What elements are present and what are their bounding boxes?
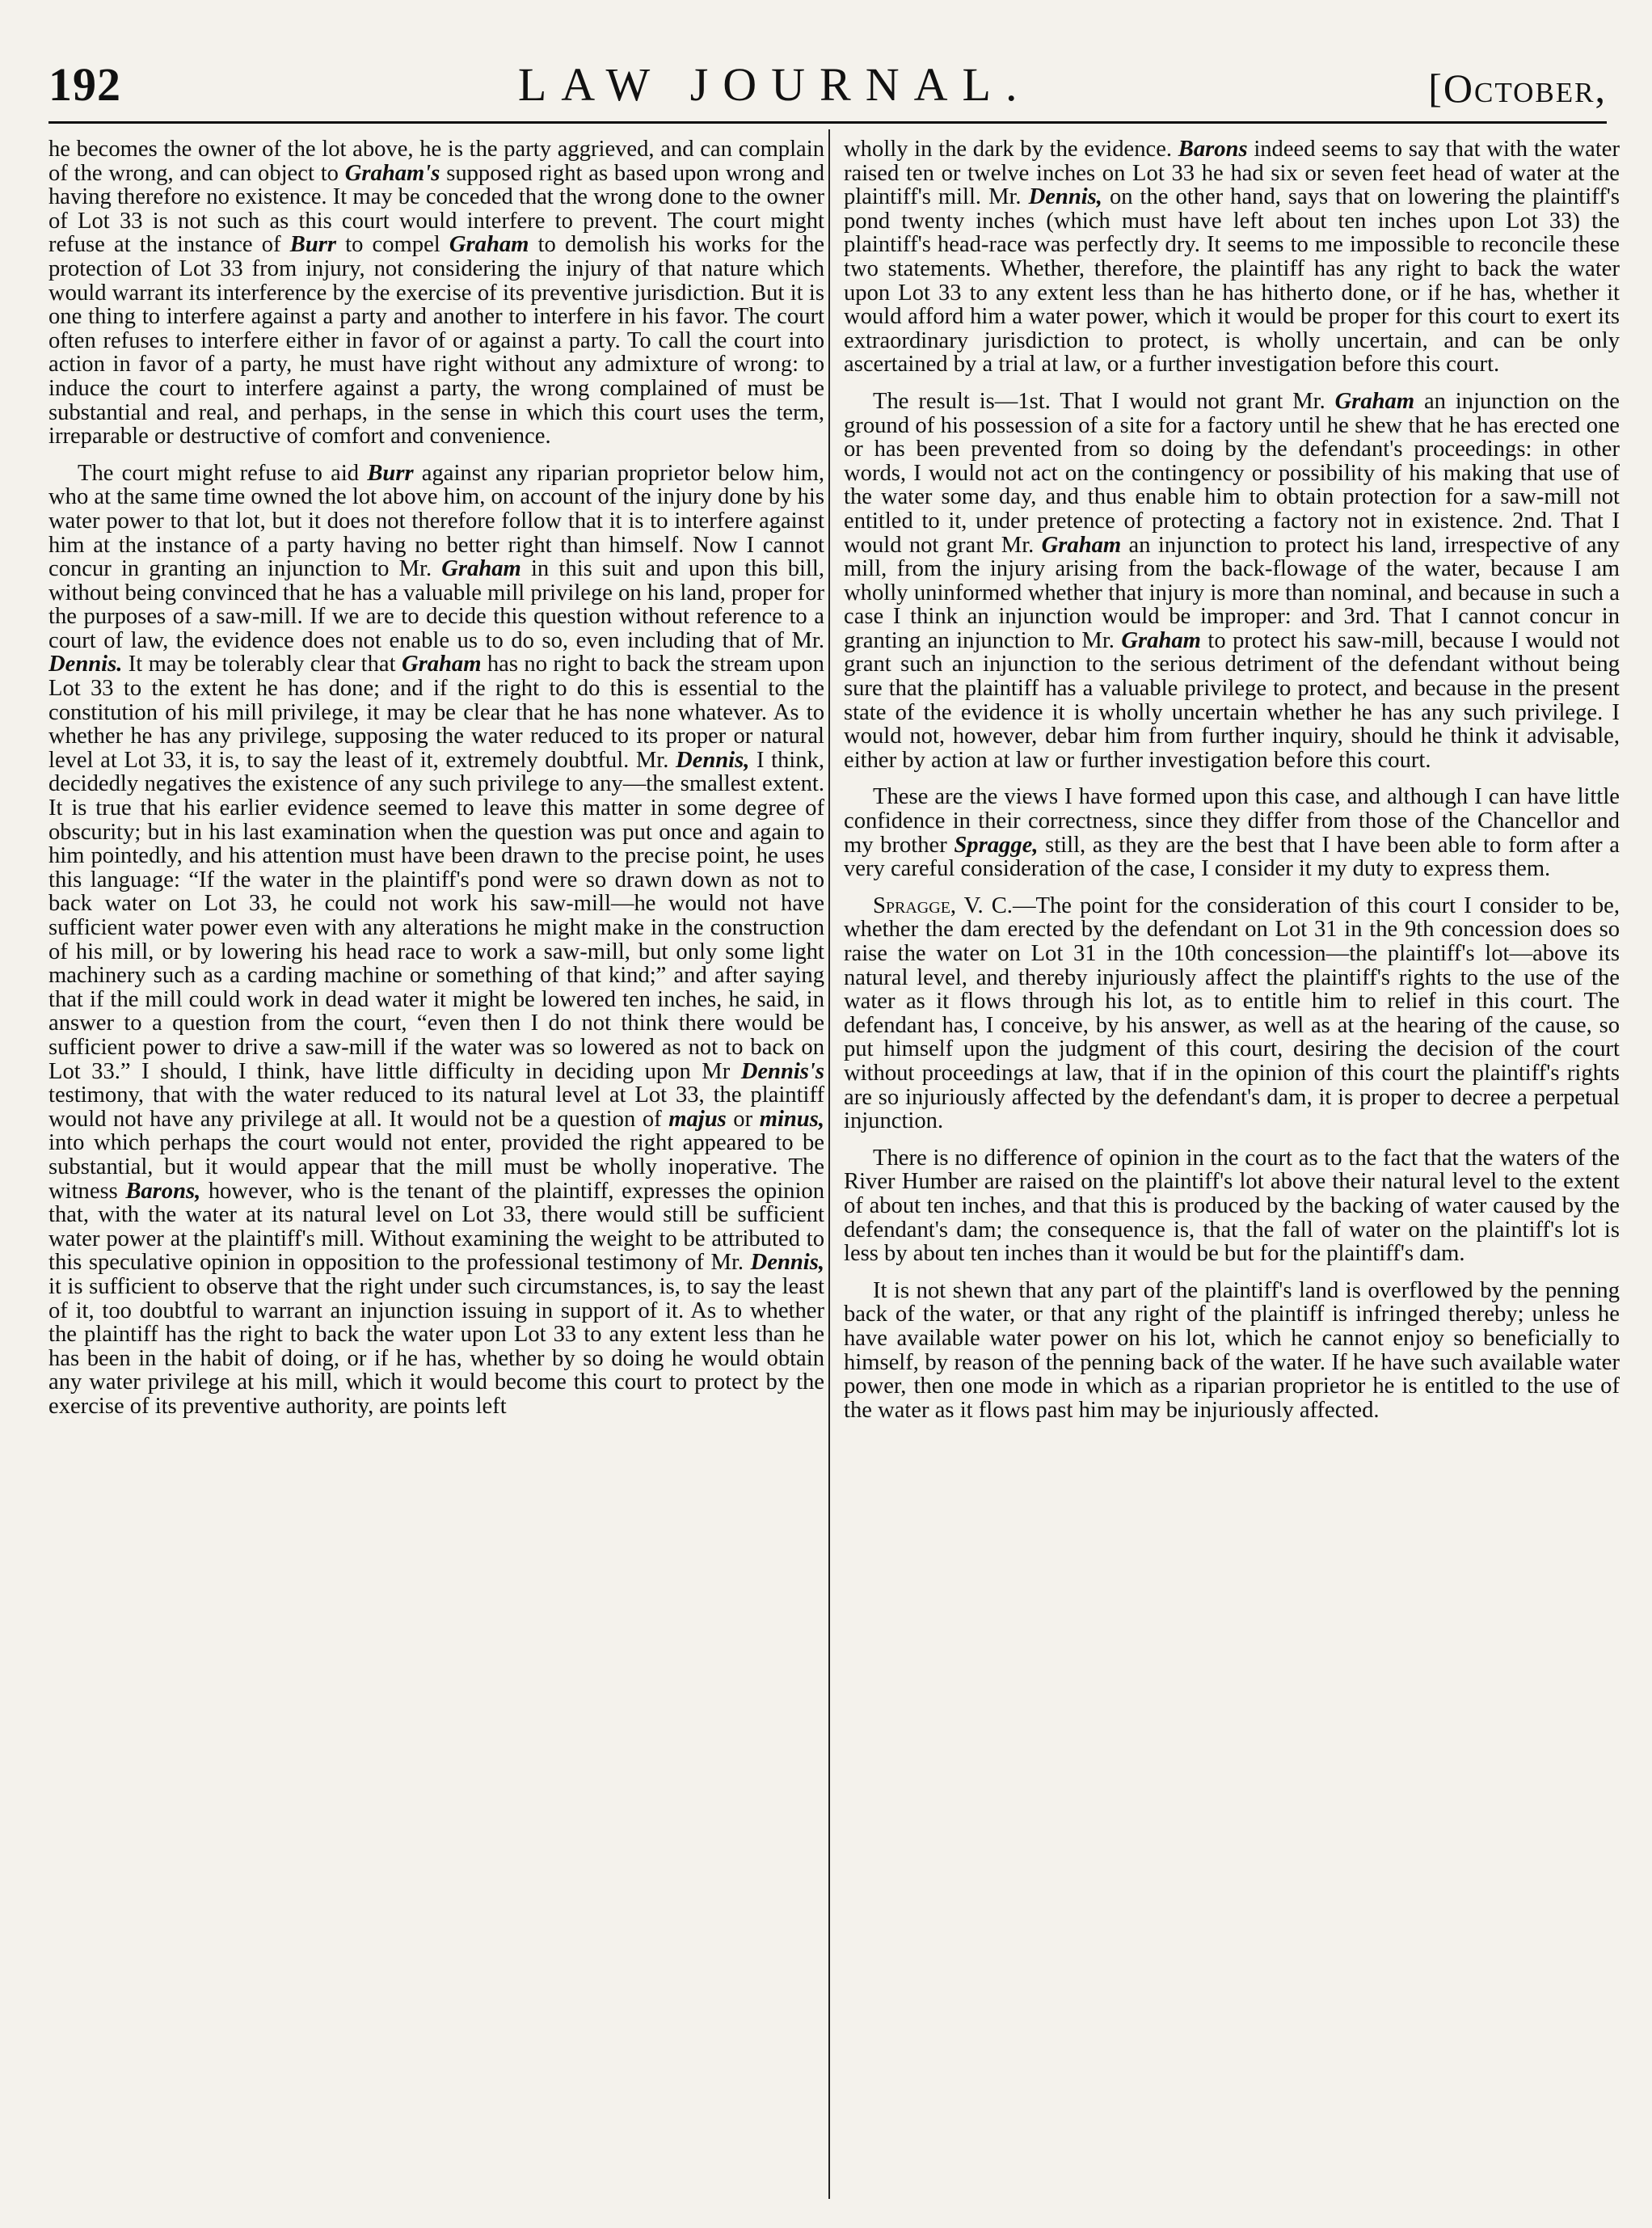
text-run: in this suit and upon this bill, without being convinced that he has a valuable mill privilege on his land, proper for the purposes of a saw-mill. If we are to decide this question without reference to a court of law, the evidence does not enable us to do so, even including that of Mr. <box>48 556 824 653</box>
text-run: to demolish his works for the protection of Lot 33 from injury, not considering the injury of that nature which would warrant its interference by the exercise of its preventive jurisdiction. But it is one thing to interfere against a party and another to interfere in his favor. The court often refuses to interfere either in favor of or against a party. To call the court into action in favor of a party, he must have right without any admixture of wrong: to induce the court to interfere against a party, the wrong complained of must be substantial and real, and perhaps, in the sense in which this court uses the term, irreparable or destructive of comfort and convenience. <box>48 232 824 449</box>
text-run: he becomes the owner of the lot above, he is the party aggrieved, and can complain of the wrong, and can object to <box>48 137 824 186</box>
italic-name: Barons, <box>125 1178 201 1204</box>
text-run: It may be tolerably clear that <box>122 652 402 677</box>
journal-title: LAW JOURNAL. <box>517 58 1032 111</box>
italic-name: Dennis. <box>48 652 123 677</box>
italic-name: Dennis, <box>1028 184 1102 210</box>
paragraph <box>844 137 1620 377</box>
text-run: to compel <box>335 232 449 258</box>
text-run: The result is—1st. That I would not grant Mr. <box>873 388 1335 414</box>
paragraph <box>844 1279 1620 1423</box>
text-run: The court might refuse to aid <box>78 460 368 486</box>
text-run: an injunction to protect his land, irrespective of any mill, from the injury arising from the back-flowage of the water, because I am wholly uninformed whether that injury is more than nominal, and because in such a case I think an injunction would be improper: and 3rd. That I cannot concur in granting an injunction to Mr. <box>844 532 1620 653</box>
italic-name: Graham <box>1121 627 1201 653</box>
italic-name: Burr <box>367 460 414 486</box>
text-run: on the other hand, says that on lowering the plaintiff's pond twenty inches (which must have left about ten inches upon Lot 33) the plaintiff's head-race was perfectly dry. It seems to me impossible to reconcile these two statements. Whether, therefore, the plaintiff has any right to back the water upon Lot 33 to any extent less than he has hitherto done, or if he has, whether it would afford him a water power, which it would be proper for this court to exert its extraordinary jurisdiction to protect, is wholly uncertain, and can be only ascertained by a trial at law, or a further investigation before this court. <box>844 184 1620 378</box>
text-run: wholly in the dark by the evidence. <box>844 137 1178 162</box>
text-run: has no right to back the stream upon Lot 33 to the extent he has done; and if the right to do this is essential to the constitution of his mill privilege, it may be clear that he has none whatever. As to whether he has any privilege, supposing the water reduced to its proper or natural level at Lot 33, it is, to say the least of it, extremely doubtful. Mr. <box>48 652 824 773</box>
italic-name: Dennis, <box>750 1250 824 1276</box>
paragraph <box>48 462 824 1419</box>
paragraph <box>844 785 1620 880</box>
italic-name: Barons <box>1178 137 1248 162</box>
italic-name: Graham <box>441 556 521 582</box>
speaker-name: Spragge, V. C. <box>873 892 1013 918</box>
text-run: indeed seems to say that with the water raised ten or twelve inches on Lot 33 he had six or seven feet head of water at the plaintiff's mill. Mr. <box>844 137 1620 210</box>
column-divider <box>828 129 830 2199</box>
page-number: 192 <box>48 58 121 111</box>
text-run: testimony, that with the water reduced to its natural level at Lot 33, the plaintiff would not have any privilege at all. It would not be a question of <box>48 1082 824 1132</box>
paragraph <box>844 1146 1620 1266</box>
text-run: There is no difference of opinion in the court as to the fact that the waters of the River Humber are raised on the plaintiff's lot above their natural level to the extent of about ten inches, and that this is produced by the backing of water caused by the defendant's dam; the consequence is, that the fall of water on the plaintiff's lot is less by about ten inches than it would be but for the plaintiff's dam. <box>844 1145 1620 1267</box>
italic-name: Graham <box>1334 388 1415 414</box>
italic-name: Dennis, <box>676 747 750 773</box>
italic-name: Graham's <box>344 160 440 186</box>
text-run: an injunction on the ground of his possession of a site for a factory until he shew that he has erected one or has been prevented from so doing by the defendant's proceedings: in other words, I would not act on the contingency or possibility of his making that use of the water some day, and thus enable him to obtain protection for a saw-mill not entitled to it, under pretence of protecting a factory not in existence. 2nd. That I would not grant Mr. <box>844 388 1620 558</box>
italic-name: majus <box>668 1106 727 1132</box>
paragraph <box>48 137 824 449</box>
italic-name: Dennis's <box>740 1058 824 1084</box>
italic-name: Graham <box>401 652 482 677</box>
text-run: however, who is the tenant of the plaintiff, expresses the opinion that, with the water at its natural level on Lot 33, there would still be sufficient water power at the plaintiff's mill. Without examining the weight to be attributed to this speculative opinion in opposition to the professional testimony of Mr. <box>48 1178 824 1276</box>
text-run: still, as they are the best that I have been able to form after a very careful consideration of the case, I consider it my duty to express them. <box>844 832 1620 882</box>
text-run: it is sufficient to observe that the right under such circumstances, is, to say the least of it, too doubtful to warrant an injunction issuing in support of it. As to whether the plaintiff has the right to back the water upon Lot 33 to any extent less than he has been in the habit of doing, or if he has, whether by so doing he would obtain any water privilege at his mill, which it would become this court to protect by the exercise of its preventive authority, are points left <box>48 1273 824 1419</box>
italic-name: Spragge, <box>954 832 1039 858</box>
text-run: I think, decidedly negatives the existence of any such privilege to any—the smallest extent. It is true that his earlier evidence seemed to leave this matter in some degree of obscurity; but in his last examination when the question was put once and again to him pointedly, and his attention must have been drawn to the precise point, he uses this language: “If the water in the plaintiff's pond were so drawn down as not to back water on Lot 33, he could not work his saw-mill—he would not have sufficient water power even with any alterations he might make in the construction of his mill, or by lowering his head race to work a saw-mill, but only some light machinery such as a carding machine or something of that kind;” and after saying that if the mill could work in dead water it might be lowered ten inches, he said, in answer to a question from the court, “even then I do not think there would be sufficient power to drive a saw-mill if the water was so lowered as not to back on Lot 33.” I should, I think, have little difficulty in deciding upon Mr <box>48 747 824 1084</box>
right-column <box>844 137 1620 2207</box>
text-run: into which perhaps the court would not enter, provided the right appeared to be substantial, but it would appear that the mill must be wholly inoperative. The witness <box>48 1130 824 1204</box>
text-run: or <box>726 1106 760 1132</box>
text-run: to protect his saw-mill, because I would not grant such an injunction to the serious detriment of the defendant without being sure that the plaintiff has a valuable privilege to protect, and because in the present state of the evidence it is wholly uncertain whether he has any such privilege. I would not, however, debar him from further inquiry, should he think it advisable, either by action at law or further investigation before this court. <box>844 627 1620 773</box>
text-run: against any riparian proprietor below him, who at the same time owned the lot above him, on account of the injury done by his water power to that lot, but it does not therefore follow that it is to interfere against him at the instance of a party having no better right than himself. Now I cannot concur in granting an injunction to Mr. <box>48 460 824 582</box>
paragraph <box>844 390 1620 773</box>
header-rule <box>48 121 1607 124</box>
text-run: —The point for the consideration of this court I consider to be, whether the dam erected by the defendant on Lot 31 in the 9th concession does so raise the water on Lot 31 in the 10th concession—the plaintiff's lot—above its natural level, and thereby injuriously affect the plaintiff's rights to the use of the water as it flows through his lot, as to entitle him to relief in this court. The defendant has, I conceive, by his answer, as well as at the hearing of the cause, so put himself upon the judgment of this court, desiring the decision of the court without proceedings at law, that if in the opinion of this court the plaintiff's rights are so injuriously affected by the defendant's dam, it is proper to decree a perpetual injunction. <box>844 892 1620 1134</box>
italic-name: Burr <box>289 232 336 258</box>
italic-name: minus, <box>759 1106 824 1132</box>
italic-name: Graham <box>1041 532 1122 558</box>
running-header <box>48 47 1607 112</box>
month-heading: [October, <box>1428 65 1607 111</box>
text-run: These are the views I have formed upon this case, and although I can have little confidence in their correctness, since they differ from those of the Chancellor and my brother <box>844 784 1620 858</box>
text-run: It is not shewn that any part of the plaintiff's land is overflowed by the penning back of the water, or that any right of the plaintiff is infringed thereby; unless he have available water power on his lot, which he cannot enjoy so beneficially to himself, by reason of the penning back of the water. If he have such available water power, then one mode in which as a riparian proprietor he is entitled to the use of the water as it flows past him may be injuriously affected. <box>844 1277 1620 1423</box>
italic-name: Graham <box>449 232 529 258</box>
text-run: supposed right as based upon wrong and having therefore no existence. It may be conceded that the wrong done to the owner of Lot 33 is not such as this court would interfere to prevent. The court might refuse at the instance of <box>48 160 824 258</box>
left-column <box>48 137 824 2207</box>
paragraph <box>844 894 1620 1133</box>
